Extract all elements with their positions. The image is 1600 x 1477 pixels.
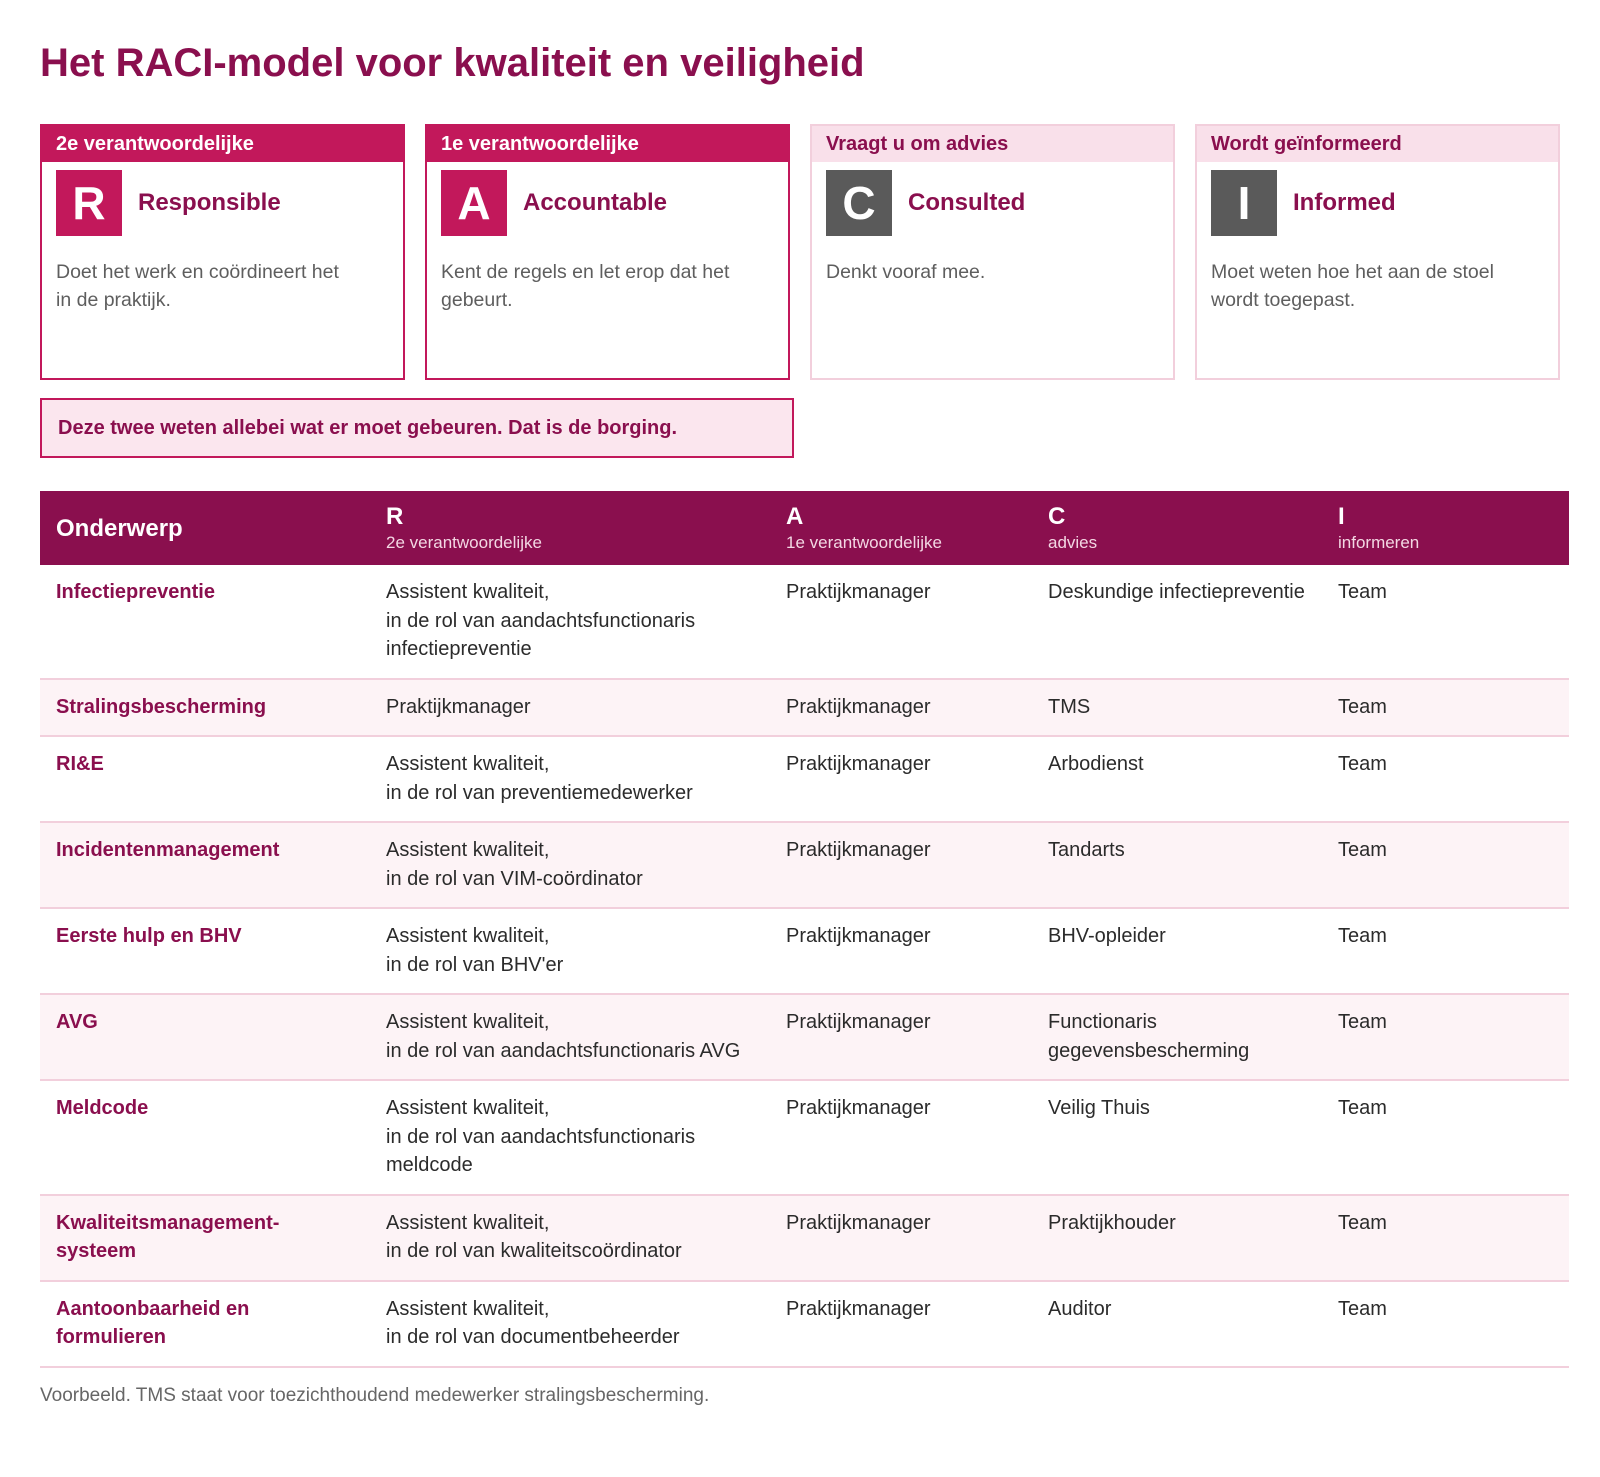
cell-c <box>1032 679 1322 737</box>
cell-topic: Kwaliteitsmanagement-systeem <box>56 1211 280 1262</box>
cell-i: Team <box>1338 925 1387 947</box>
cell-i: Team <box>1338 1297 1387 1320</box>
role-name: Accountable <box>523 189 668 216</box>
cell-c <box>1032 736 1322 822</box>
cell-r <box>370 1195 770 1281</box>
cell-r-line: Assistent kwaliteit, <box>386 753 550 775</box>
table-row <box>40 565 1569 679</box>
header-sub: 1e verantwoordelijke <box>786 533 942 552</box>
cell-c <box>1032 1080 1322 1195</box>
table-row <box>40 1281 1569 1367</box>
cell-r <box>370 736 770 822</box>
table-row <box>40 908 1569 994</box>
cell-r-line: Assistent kwaliteit, <box>386 839 550 861</box>
cell-r-line: meldcode <box>386 1154 473 1176</box>
cell-a: Praktijkmanager <box>786 1297 931 1320</box>
card-header: 2e verantwoordelijke <box>42 126 403 162</box>
cell-c-line: Arbodienst <box>1048 753 1144 775</box>
cell-c-line: gegevensbescherming <box>1048 1039 1250 1062</box>
letter-badge: C <box>826 170 892 236</box>
cell-a: Praktijkmanager <box>786 695 931 718</box>
cell-r-line: Assistent kwaliteit, <box>386 1297 550 1320</box>
cell-topic: Stralingsbescherming <box>56 695 267 718</box>
cell-topic: Infectiepreventie <box>56 581 215 603</box>
table-header-row <box>40 491 1569 565</box>
cell-c-line: Veilig Thuis <box>1048 1097 1150 1119</box>
card-responsible <box>40 124 405 380</box>
card-informed <box>1195 124 1560 380</box>
cell-topic: RI&E <box>56 753 104 775</box>
card-header: 1e verantwoordelijke <box>427 126 788 162</box>
cell-c-line: Auditor <box>1048 1297 1112 1320</box>
cell-topic: Aantoonbaarheid en formulieren <box>56 1297 250 1348</box>
cell-r-line: in de rol van documentbeheerder <box>386 1326 680 1348</box>
cell-i: Team <box>1338 753 1387 775</box>
cell-r-line: in de rol van kwaliteitscoördinator <box>386 1240 682 1262</box>
cell-a: Praktijkmanager <box>786 1097 931 1119</box>
cell-r <box>370 908 770 994</box>
table-row <box>40 1195 1569 1281</box>
header-c <box>1032 491 1322 565</box>
card-header: Wordt geïnformeerd <box>1197 126 1558 162</box>
table-row <box>40 994 1569 1080</box>
cell-a: Praktijkmanager <box>786 925 931 947</box>
cell-i: Team <box>1338 1011 1387 1033</box>
role-description: Kent de regels en let erop dat het gebeurt. <box>441 261 730 311</box>
role-description: Doet het werk en coördineert het in de praktijk. <box>56 261 339 311</box>
letter-badge: I <box>1211 170 1277 236</box>
footnote: Voorbeeld. TMS staat voor toezichthoudend medewerker stralingsbescherming. <box>40 1384 710 1406</box>
cell-r-line: in de rol van VIM-coördinator <box>386 867 643 890</box>
header-a <box>770 491 1032 565</box>
header-i <box>1322 491 1569 565</box>
borging-note: Deze twee weten allebei wat er moet gebeuren. Dat is de borging. <box>40 398 794 458</box>
cell-c <box>1032 1281 1322 1367</box>
cell-a: Praktijkmanager <box>786 1011 931 1033</box>
cell-r <box>370 679 770 737</box>
cell-c-line: BHV-opleider <box>1048 925 1166 947</box>
table-row <box>40 736 1569 822</box>
role-name: Consulted <box>908 189 1026 216</box>
cell-c-line: Praktijkhouder <box>1048 1211 1176 1234</box>
role-name: Informed <box>1293 189 1396 216</box>
card-consulted <box>810 124 1175 380</box>
cell-r-line: in de rol van aandachtsfunctionaris AVG <box>386 1039 741 1062</box>
role-description: Moet weten hoe het aan de stoel wordt toegepast. <box>1211 261 1494 311</box>
cell-c <box>1032 822 1322 908</box>
cell-r-line: in de rol van aandachtsfunctionaris <box>386 609 696 632</box>
cell-c <box>1032 1195 1322 1281</box>
card-header: Vraagt u om advies <box>812 126 1173 162</box>
cell-r <box>370 994 770 1080</box>
table-row <box>40 679 1569 737</box>
cell-c-line: TMS <box>1048 695 1091 718</box>
cell-topic: Meldcode <box>56 1097 149 1119</box>
cell-i: Team <box>1338 1097 1387 1119</box>
table-row <box>40 822 1569 908</box>
cell-r-line: infectiepreventie <box>386 638 532 660</box>
card-accountable <box>425 124 790 380</box>
cell-r <box>370 822 770 908</box>
cell-c-line: Deskundige infectiepreventie <box>1048 581 1305 603</box>
cell-a: Praktijkmanager <box>786 839 931 861</box>
cell-r <box>370 1080 770 1195</box>
page-title: Het RACI-model voor kwaliteit en veiligheid <box>40 41 865 85</box>
cell-c <box>1032 994 1322 1080</box>
header-letter: A <box>786 503 804 530</box>
cell-r <box>370 1281 770 1367</box>
header-letter: I <box>1338 503 1345 530</box>
cell-topic: Incidentenmanagement <box>56 839 280 861</box>
cell-a: Praktijkmanager <box>786 581 931 603</box>
cell-r-line: Assistent kwaliteit, <box>386 581 550 603</box>
role-name: Responsible <box>138 189 281 216</box>
header-topic: Onderwerp <box>56 515 183 542</box>
cell-a: Praktijkmanager <box>786 753 931 775</box>
header-letter: R <box>386 503 404 530</box>
cell-r-line: Assistent kwaliteit, <box>386 925 550 947</box>
cell-r-line: Assistent kwaliteit, <box>386 1211 550 1234</box>
cell-r-line: in de rol van BHV'er <box>386 953 564 976</box>
cell-c-line: Tandarts <box>1048 839 1125 861</box>
cell-topic: AVG <box>56 1011 98 1033</box>
raci-table <box>40 491 1569 1368</box>
header-r <box>370 491 770 565</box>
cell-a: Praktijkmanager <box>786 1211 931 1234</box>
letter-badge: R <box>56 170 122 236</box>
role-description: Denkt vooraf mee. <box>826 261 986 283</box>
cell-r-line: in de rol van aandachtsfunctionaris <box>386 1125 696 1148</box>
header-sub: 2e verantwoordelijke <box>386 533 542 552</box>
header-sub: advies <box>1048 533 1098 552</box>
letter-badge: A <box>441 170 507 236</box>
cell-c-line: Functionaris <box>1048 1011 1157 1033</box>
cell-r-line: Praktijkmanager <box>386 695 531 718</box>
cell-i: Team <box>1338 839 1387 861</box>
header-letter: C <box>1048 503 1066 530</box>
cell-i: Team <box>1338 581 1387 603</box>
cell-topic: Eerste hulp en BHV <box>56 925 242 947</box>
cell-i: Team <box>1338 1211 1387 1234</box>
cell-i: Team <box>1338 695 1387 718</box>
table-body <box>40 565 1569 1367</box>
cell-r-line: in de rol van preventiemedewerker <box>386 781 693 804</box>
cell-c <box>1032 908 1322 994</box>
cell-r-line: Assistent kwaliteit, <box>386 1011 550 1033</box>
cell-c <box>1032 565 1322 679</box>
cell-r-line: Assistent kwaliteit, <box>386 1097 550 1119</box>
cell-r <box>370 565 770 679</box>
table-row <box>40 1080 1569 1195</box>
header-sub: informeren <box>1338 533 1420 552</box>
raci-cards <box>40 124 1560 380</box>
